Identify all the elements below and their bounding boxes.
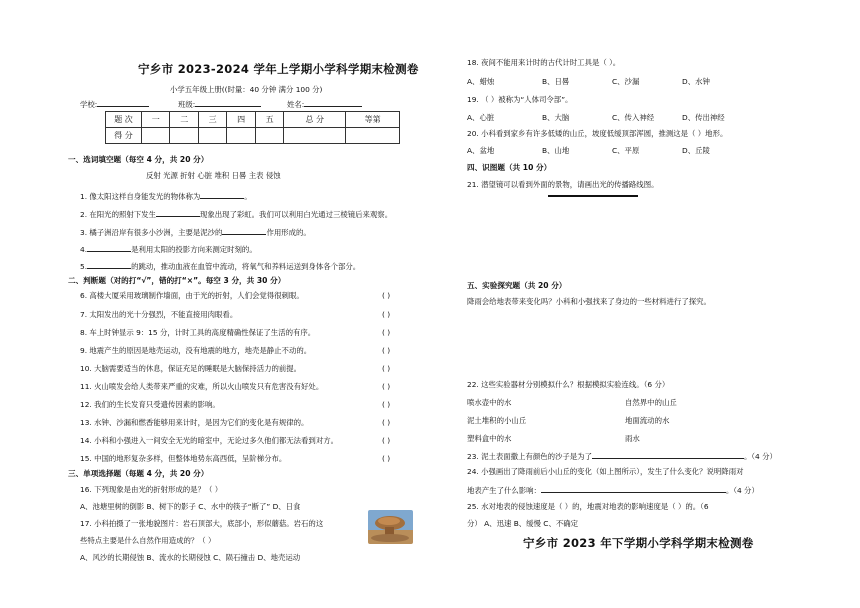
match-left-item[interactable]: 喷水壶中的水: [467, 398, 512, 407]
info-name: [287, 98, 362, 110]
name-label: 姓名:: [287, 100, 305, 109]
word-bank: 反射 光源 折射 心脏 堆积 日晷 主表 侵蚀: [146, 171, 281, 180]
judge-item: 9. 地震产生的原因是地壳运动，没有地震的地方，地壳是静止不动的。: [80, 346, 312, 355]
judge-answer-paren[interactable]: ( ): [382, 291, 391, 300]
question-19: 19. （ ）被称为“人体司令部”。: [467, 95, 573, 104]
score-cell: 等第: [346, 112, 400, 128]
info-class: [178, 98, 261, 110]
question-18-option-d: D、水钟: [682, 77, 710, 86]
question-1: [80, 190, 252, 202]
q3-text: 3. 橘子洲沿岸有很多小沙洲，主要是泥沙的: [80, 228, 223, 237]
match-right-item[interactable]: 地面流动的水: [625, 416, 670, 425]
judge-item: 7. 太阳发出的光十分强烈，不能直接用肉眼看。: [80, 310, 238, 319]
judge-answer-paren[interactable]: ( ): [382, 436, 391, 445]
class-label: 班级:: [178, 100, 196, 109]
q4-text: 4.: [80, 245, 88, 254]
score-cell: 总 分: [284, 112, 346, 128]
judge-item: 6. 高楼大厦采用玻璃制作墙面，由于光的折射，人们会觉得很刺眼。: [80, 291, 304, 300]
question-5: [80, 260, 360, 272]
section-4-heading: 四、识图题（共 10 分）: [467, 163, 552, 172]
question-24-line2: [467, 484, 759, 496]
question-19-option-a: A、心脏: [467, 113, 495, 122]
score-cell: 得 分: [106, 128, 142, 144]
footer-title: 宁乡市 2023 年下学期小学科学期末检测卷: [523, 536, 754, 550]
q23-answer-blank[interactable]: [592, 450, 744, 459]
match-left-item[interactable]: 塑料盒中的水: [467, 434, 512, 443]
question-18: 18. 夜间不能用来计时的古代计时工具是（ ）。: [467, 58, 621, 67]
q24-text: 地表产生了什么影响：: [467, 486, 541, 495]
q24-end: 。（4 分）: [725, 486, 759, 495]
q5-text: 5.: [80, 262, 88, 271]
periscope-figure-line: [548, 195, 638, 197]
question-20-option-a: A、盆地: [467, 146, 495, 155]
judge-item: 12. 我们的生长发育只受遗传因素的影响。: [80, 400, 220, 409]
score-input[interactable]: [284, 128, 346, 144]
score-table: [105, 111, 400, 144]
score-cell: 题 次: [106, 112, 142, 128]
q1-answer-blank[interactable]: [200, 190, 244, 199]
judge-item: 14. 小科和小强进入一间安全无光的暗室中，无论过多久他们都无法看到对方。: [80, 436, 338, 445]
match-right-item[interactable]: 自然界中的山丘: [625, 398, 677, 407]
question-21: 21. 潜望镜可以看到外面的景物，请画出光的传播路线图。: [467, 180, 659, 189]
score-input[interactable]: [170, 128, 198, 144]
question-24-line1: 24. 小强画出了降雨前后小山丘的变化（如上图所示），发生了什么变化？说明降雨对: [467, 467, 744, 476]
match-right-item[interactable]: 雨水: [625, 434, 640, 443]
score-cell: 一: [142, 112, 170, 128]
judge-answer-paren[interactable]: ( ): [382, 400, 391, 409]
judge-answer-paren[interactable]: ( ): [382, 454, 391, 463]
question-19-option-b: B、大脑: [542, 113, 570, 122]
question-25-line2: 分） A、迅速 B、缓慢 C、不确定: [467, 519, 579, 528]
question-16-options: A、池塘里树的倒影 B、树下的影子 C、水中的筷子“断了” D、日食: [80, 502, 301, 511]
q24-answer-blank[interactable]: [541, 484, 726, 493]
info-school: [80, 98, 149, 110]
score-input[interactable]: [142, 128, 170, 144]
class-field[interactable]: [195, 98, 261, 107]
section-5-heading: 五、实验探究题（共 20 分）: [467, 281, 567, 290]
judge-item: 11. 火山喷发会给人类带来严重的灾难，所以火山喷发只有危害没有好处。: [80, 382, 324, 391]
q2-text: 2. 在阳光的照射下发生: [80, 210, 156, 219]
score-input[interactable]: [346, 128, 400, 144]
section-2-heading: 二、判断题（对的打“√”，错的打“×”。每空 3 分，共 30 分）: [68, 276, 286, 285]
exam-title: 宁乡市 2023-2024 学年上学期小学科学期末检测卷: [138, 62, 419, 76]
question-18-option-b: B、日晷: [542, 77, 570, 86]
q5-answer-blank[interactable]: [87, 260, 131, 269]
school-label: 学校:: [80, 100, 98, 109]
judge-item: 15. 中国的地形复杂多样，但整体地势东高西低，呈阶梯分布。: [80, 454, 287, 463]
score-cell: 五: [255, 112, 283, 128]
score-header-row: [106, 112, 400, 128]
judge-item: 13. 水钟、沙漏和燃香能够用来计时，是因为它们的变化是有规律的。: [80, 418, 309, 427]
name-field[interactable]: [304, 98, 362, 107]
q1-end: 。: [244, 192, 252, 201]
score-cell: 四: [227, 112, 255, 128]
question-20: 20. 小科看到家乡有许多低矮的山丘，坡度低缓顶部浑圆，推测这是（ ）地形。: [467, 129, 728, 138]
question-19-option-d: D、传出神经: [682, 113, 725, 122]
question-3: [80, 226, 311, 238]
question-20-option-d: D、丘陵: [682, 146, 710, 155]
q4-answer-blank[interactable]: [87, 243, 131, 252]
judge-answer-paren[interactable]: ( ): [382, 418, 391, 427]
q2-end: 现象出现了彩虹。我们可以利用白光通过三棱镜后来观察。: [199, 210, 393, 219]
section-1-heading: 一、选词填空题（每空 4 分，共 20 分）: [68, 155, 209, 164]
judge-answer-paren[interactable]: ( ): [382, 346, 391, 355]
q23-end: 。（4 分）: [743, 452, 777, 461]
q4-end: 是利用太阳的投影方向来测定时刻的。: [131, 245, 257, 254]
judge-answer-paren[interactable]: ( ): [382, 328, 391, 337]
match-left-item[interactable]: 泥土堆积的小山丘: [467, 416, 527, 425]
experiment-intro: 降雨会给地表带来变化吗？小科和小强找来了身边的一些材料进行了探究。: [467, 297, 711, 306]
q3-end: 作用形成的。: [266, 228, 311, 237]
judge-item: 10. 大脑需要适当的休息，保证充足的睡眠是大脑保持活力的前提。: [80, 364, 302, 373]
score-input[interactable]: [227, 128, 255, 144]
question-4: [80, 243, 257, 255]
score-cell: 二: [170, 112, 198, 128]
judge-answer-paren[interactable]: ( ): [382, 382, 391, 391]
question-2: [80, 208, 392, 220]
judge-answer-paren[interactable]: ( ): [382, 364, 391, 373]
score-value-row: [106, 128, 400, 144]
question-17-line1: 17. 小科拍摄了一张地貌图片：岩石顶部大，底部小，形似蘑菇。岩石的这: [80, 519, 324, 528]
q23-text: 23. 泥土表面撒上有颜色的沙子是为了: [467, 452, 592, 461]
question-19-option-c: C、传入神经: [612, 113, 655, 122]
question-23: [467, 450, 777, 462]
q2-answer-blank[interactable]: [156, 208, 200, 217]
school-field[interactable]: [97, 98, 149, 107]
exam-subtitle: 小学五年级上册((时量：40 分钟 满分 100 分): [170, 85, 323, 94]
q3-answer-blank[interactable]: [222, 226, 266, 235]
question-22: 22. 这些实验器材分别模拟什么？根据模拟实验连线。（6 分）: [467, 380, 670, 389]
q1-text: 1. 像太阳这样自身能发光的物体称为: [80, 192, 201, 201]
question-17-line2: 些特点主要是什么自然作用造成的？（ ）: [80, 536, 216, 545]
section-3-heading: 三、单项选择题（每题 4 分，共 20 分）: [68, 469, 209, 478]
score-input[interactable]: [255, 128, 283, 144]
question-20-option-b: B、山地: [542, 146, 570, 155]
score-cell: 三: [198, 112, 226, 128]
score-input[interactable]: [198, 128, 226, 144]
judge-item: 8. 车上时钟显示 9：15 分，计时工具的高度精确性保证了生活的有序。: [80, 328, 316, 337]
question-18-option-c: C、沙漏: [612, 77, 640, 86]
question-17-options: A、风沙的长期侵蚀 B、流水的长期侵蚀 C、陨石撞击 D、地壳运动: [80, 553, 301, 562]
question-20-option-c: C、平原: [612, 146, 640, 155]
mushroom-rock-photo: [368, 510, 413, 544]
question-25-line1: 25. 水对地表的侵蚀速度是（ ）的，地震对地表的影响速度是（ ）的。（6: [467, 502, 709, 511]
judge-answer-paren[interactable]: ( ): [382, 310, 391, 319]
question-18-option-a: A、蜡烛: [467, 77, 495, 86]
q5-end: 的跳动，推动血液在血管中流动，将氧气和养料运送到身体各个部分。: [131, 262, 361, 271]
mushroom-rock-image: [368, 510, 413, 544]
question-16: 16. 下列现象是由光的折射形成的是？（ ）: [80, 485, 223, 494]
